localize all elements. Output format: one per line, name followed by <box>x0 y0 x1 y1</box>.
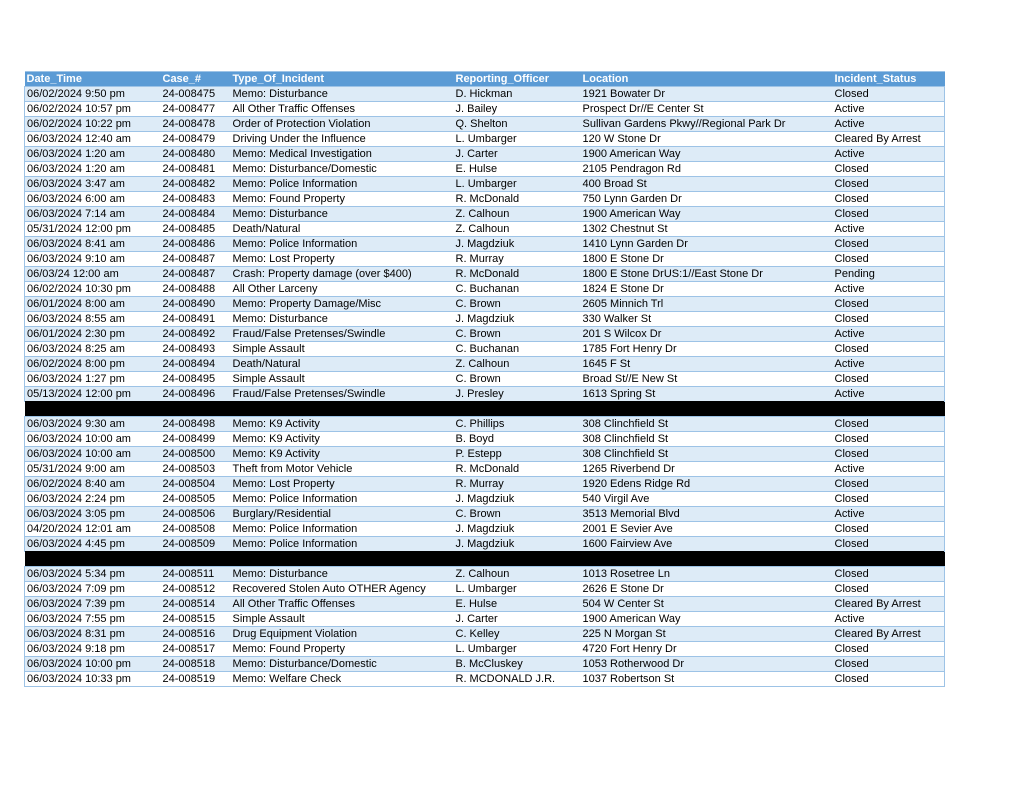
cell-incident-status: Active <box>833 387 945 402</box>
cell-type-of-incident: Death/Natural <box>231 357 454 372</box>
header-case-number: Case_# <box>161 72 231 87</box>
cell-reporting-officer: J. Magdziuk <box>454 537 581 552</box>
cell-date-time: 06/03/2024 6:00 am <box>25 192 161 207</box>
table-row <box>25 432 945 447</box>
cell-location: 330 Walker St <box>581 312 833 327</box>
cell-location: 1613 Spring St <box>581 387 833 402</box>
cell-type-of-incident: Memo: Medical Investigation <box>231 147 454 162</box>
cell-location: 308 Clinchfield St <box>581 447 833 462</box>
cell-case-number: 24-008486 <box>161 237 231 252</box>
cell-reporting-officer: B. Boyd <box>454 432 581 447</box>
cell-location: 1900 American Way <box>581 612 833 627</box>
cell-type-of-incident: Memo: Police Information <box>231 537 454 552</box>
cell-incident-status: Closed <box>833 237 945 252</box>
cell-date-time: 06/03/2024 5:34 pm <box>25 567 161 582</box>
table-row <box>25 132 945 147</box>
cell-incident-status: Active <box>833 117 945 132</box>
table-row <box>25 642 945 657</box>
cell-date-time: 06/03/2024 10:00 am <box>25 447 161 462</box>
cell-location: Prospect Dr//E Center St <box>581 102 833 117</box>
cell-location: Broad St//E New St <box>581 372 833 387</box>
cell-location: 1302 Chestnut St <box>581 222 833 237</box>
cell-date-time: 06/03/2024 8:55 am <box>25 312 161 327</box>
cell-type-of-incident: Memo: Disturbance <box>231 312 454 327</box>
table-row <box>25 387 945 402</box>
cell-reporting-officer: C. Buchanan <box>454 342 581 357</box>
cell-location: 1645 F St <box>581 357 833 372</box>
table-row <box>25 507 945 522</box>
cell-reporting-officer: P. Estepp <box>454 447 581 462</box>
cell-date-time: 06/03/2024 10:00 am <box>25 432 161 447</box>
cell-location: 1824 E Stone Dr <box>581 282 833 297</box>
cell-reporting-officer: Z. Calhoun <box>454 567 581 582</box>
cell-incident-status: Closed <box>833 192 945 207</box>
cell-reporting-officer: R. Murray <box>454 477 581 492</box>
cell-date-time: 06/03/2024 7:09 pm <box>25 582 161 597</box>
cell-reporting-officer: R. MCDONALD J.R. <box>454 672 581 687</box>
table-row <box>25 207 945 222</box>
cell-case-number: 24-008499 <box>161 432 231 447</box>
header-incident-status: Incident_Status <box>833 72 945 87</box>
table-row <box>25 252 945 267</box>
cell-case-number: 24-008495 <box>161 372 231 387</box>
cell-case-number: 24-008475 <box>161 87 231 102</box>
cell-reporting-officer: D. Hickman <box>454 87 581 102</box>
table-row <box>25 597 945 612</box>
cell-reporting-officer: Q. Shelton <box>454 117 581 132</box>
table-row <box>25 492 945 507</box>
cell-case-number: 24-008511 <box>161 567 231 582</box>
cell-reporting-officer: J. Carter <box>454 147 581 162</box>
cell-incident-status: Closed <box>833 177 945 192</box>
cell-case-number: 24-008491 <box>161 312 231 327</box>
table-row <box>25 417 945 432</box>
cell-incident-status: Closed <box>833 87 945 102</box>
table-row <box>25 657 945 672</box>
cell-reporting-officer: L. Umbarger <box>454 582 581 597</box>
table-row <box>25 522 945 537</box>
cell-location: 225 N Morgan St <box>581 627 833 642</box>
cell-case-number: 24-008480 <box>161 147 231 162</box>
cell-incident-status: Active <box>833 147 945 162</box>
cell-type-of-incident: Drug Equipment Violation <box>231 627 454 642</box>
table-row <box>25 297 945 312</box>
cell-location: 1600 Fairview Ave <box>581 537 833 552</box>
cell-incident-status: Active <box>833 327 945 342</box>
cell-reporting-officer: R. McDonald <box>454 192 581 207</box>
cell-type-of-incident: All Other Traffic Offenses <box>231 102 454 117</box>
cell-reporting-officer: E. Hulse <box>454 597 581 612</box>
cell-reporting-officer: L. Umbarger <box>454 132 581 147</box>
cell-location: 3513 Memorial Blvd <box>581 507 833 522</box>
cell-reporting-officer: R. McDonald <box>454 267 581 282</box>
cell-incident-status: Cleared By Arrest <box>833 132 945 147</box>
cell-reporting-officer: C. Brown <box>454 297 581 312</box>
cell-incident-status: Closed <box>833 492 945 507</box>
cell-incident-status: Cleared By Arrest <box>833 627 945 642</box>
cell-reporting-officer: E. Hulse <box>454 162 581 177</box>
cell-location: Sullivan Gardens Pkwy//Regional Park Dr <box>581 117 833 132</box>
table-row <box>25 627 945 642</box>
cell-incident-status: Closed <box>833 537 945 552</box>
table-row <box>25 87 945 102</box>
cell-location: 1900 American Way <box>581 207 833 222</box>
cell-case-number: 24-008508 <box>161 522 231 537</box>
cell-date-time: 06/03/2024 2:24 pm <box>25 492 161 507</box>
cell-type-of-incident: Memo: Disturbance <box>231 87 454 102</box>
cell-case-number: 24-008477 <box>161 102 231 117</box>
cell-case-number: 24-008518 <box>161 657 231 672</box>
cell-type-of-incident: Memo: K9 Activity <box>231 417 454 432</box>
cell-location: 1265 Riverbend Dr <box>581 462 833 477</box>
cell-case-number: 24-008484 <box>161 207 231 222</box>
cell-case-number: 24-008503 <box>161 462 231 477</box>
cell-incident-status: Closed <box>833 432 945 447</box>
table-row <box>25 447 945 462</box>
incident-log-table <box>24 71 945 687</box>
cell-date-time: 06/03/2024 10:33 pm <box>25 672 161 687</box>
cell-location: 1800 E Stone DrUS:1//East Stone Dr <box>581 267 833 282</box>
cell-case-number: 24-008509 <box>161 537 231 552</box>
cell-type-of-incident: Memo: Police Information <box>231 492 454 507</box>
cell-case-number: 24-008506 <box>161 507 231 522</box>
header-type-of-incident: Type_Of_Incident <box>231 72 454 87</box>
table-header-row <box>25 72 945 87</box>
cell-incident-status: Closed <box>833 207 945 222</box>
cell-date-time: 06/03/2024 7:55 pm <box>25 612 161 627</box>
cell-reporting-officer: J. Magdziuk <box>454 522 581 537</box>
cell-location: 2105 Pendragon Rd <box>581 162 833 177</box>
cell-incident-status: Active <box>833 612 945 627</box>
cell-incident-status: Cleared By Arrest <box>833 597 945 612</box>
section-separator-bar <box>25 402 945 417</box>
cell-case-number: 24-008490 <box>161 297 231 312</box>
cell-type-of-incident: Fraud/False Pretenses/Swindle <box>231 387 454 402</box>
cell-reporting-officer: J. Magdziuk <box>454 492 581 507</box>
table-row <box>25 612 945 627</box>
cell-type-of-incident: Memo: Disturbance <box>231 567 454 582</box>
table-row <box>25 567 945 582</box>
table-row <box>25 462 945 477</box>
cell-reporting-officer: L. Umbarger <box>454 177 581 192</box>
cell-date-time: 06/03/2024 9:30 am <box>25 417 161 432</box>
cell-date-time: 06/03/2024 3:47 am <box>25 177 161 192</box>
cell-location: 308 Clinchfield St <box>581 432 833 447</box>
cell-reporting-officer: C. Kelley <box>454 627 581 642</box>
table-row <box>25 237 945 252</box>
cell-date-time: 06/02/2024 10:22 pm <box>25 117 161 132</box>
cell-date-time: 06/01/2024 2:30 pm <box>25 327 161 342</box>
table-row <box>25 582 945 597</box>
table-row <box>25 102 945 117</box>
cell-reporting-officer: L. Umbarger <box>454 642 581 657</box>
cell-case-number: 24-008512 <box>161 582 231 597</box>
cell-location: 1037 Robertson St <box>581 672 833 687</box>
cell-type-of-incident: Memo: Police Information <box>231 237 454 252</box>
cell-date-time: 05/13/2024 12:00 pm <box>25 387 161 402</box>
cell-date-time: 06/03/2024 10:00 pm <box>25 657 161 672</box>
cell-type-of-incident: Order of Protection Violation <box>231 117 454 132</box>
cell-location: 201 S Wilcox Dr <box>581 327 833 342</box>
cell-type-of-incident: Memo: K9 Activity <box>231 447 454 462</box>
table-row <box>25 177 945 192</box>
cell-type-of-incident: Memo: Property Damage/Misc <box>231 297 454 312</box>
cell-case-number: 24-008481 <box>161 162 231 177</box>
table-body <box>25 87 945 687</box>
cell-type-of-incident: Simple Assault <box>231 342 454 357</box>
cell-case-number: 24-008485 <box>161 222 231 237</box>
cell-case-number: 24-008515 <box>161 612 231 627</box>
table-row <box>25 117 945 132</box>
cell-type-of-incident: Simple Assault <box>231 612 454 627</box>
cell-type-of-incident: Memo: Disturbance/Domestic <box>231 162 454 177</box>
cell-location: 1900 American Way <box>581 147 833 162</box>
cell-case-number: 24-008496 <box>161 387 231 402</box>
cell-location: 540 Virgil Ave <box>581 492 833 507</box>
table-row <box>25 192 945 207</box>
cell-date-time: 06/03/2024 3:05 pm <box>25 507 161 522</box>
separator-cell <box>25 552 945 567</box>
cell-location: 750 Lynn Garden Dr <box>581 192 833 207</box>
cell-type-of-incident: All Other Larceny <box>231 282 454 297</box>
cell-incident-status: Pending <box>833 267 945 282</box>
table-row <box>25 372 945 387</box>
cell-type-of-incident: Memo: Found Property <box>231 192 454 207</box>
cell-incident-status: Closed <box>833 657 945 672</box>
table-row <box>25 672 945 687</box>
cell-incident-status: Closed <box>833 162 945 177</box>
cell-date-time: 06/02/2024 10:30 pm <box>25 282 161 297</box>
cell-reporting-officer: C. Brown <box>454 507 581 522</box>
table-row <box>25 327 945 342</box>
cell-incident-status: Closed <box>833 342 945 357</box>
cell-type-of-incident: Fraud/False Pretenses/Swindle <box>231 327 454 342</box>
cell-date-time: 06/03/2024 1:20 am <box>25 147 161 162</box>
cell-incident-status: Closed <box>833 417 945 432</box>
cell-reporting-officer: J. Magdziuk <box>454 312 581 327</box>
table-row <box>25 357 945 372</box>
cell-type-of-incident: Memo: Disturbance/Domestic <box>231 657 454 672</box>
cell-incident-status: Closed <box>833 252 945 267</box>
cell-location: 4720 Fort Henry Dr <box>581 642 833 657</box>
header-location: Location <box>581 72 833 87</box>
cell-incident-status: Active <box>833 222 945 237</box>
cell-date-time: 04/20/2024 12:01 am <box>25 522 161 537</box>
cell-case-number: 24-008519 <box>161 672 231 687</box>
cell-incident-status: Active <box>833 507 945 522</box>
cell-case-number: 24-008514 <box>161 597 231 612</box>
cell-date-time: 06/03/24 12:00 am <box>25 267 161 282</box>
cell-location: 2001 E Sevier Ave <box>581 522 833 537</box>
cell-date-time: 06/03/2024 9:10 am <box>25 252 161 267</box>
cell-date-time: 06/03/2024 7:39 pm <box>25 597 161 612</box>
cell-date-time: 06/03/2024 8:31 pm <box>25 627 161 642</box>
cell-date-time: 06/02/2024 9:50 pm <box>25 87 161 102</box>
cell-case-number: 24-008505 <box>161 492 231 507</box>
table-row <box>25 282 945 297</box>
cell-date-time: 05/31/2024 9:00 am <box>25 462 161 477</box>
cell-type-of-incident: Memo: Police Information <box>231 177 454 192</box>
cell-incident-status: Closed <box>833 642 945 657</box>
cell-date-time: 06/03/2024 12:40 am <box>25 132 161 147</box>
cell-date-time: 06/03/2024 9:18 pm <box>25 642 161 657</box>
table-row <box>25 537 945 552</box>
cell-type-of-incident: Burglary/Residential <box>231 507 454 522</box>
cell-incident-status: Active <box>833 102 945 117</box>
cell-case-number: 24-008482 <box>161 177 231 192</box>
table-row <box>25 162 945 177</box>
cell-incident-status: Active <box>833 357 945 372</box>
cell-incident-status: Closed <box>833 522 945 537</box>
cell-reporting-officer: C. Buchanan <box>454 282 581 297</box>
cell-incident-status: Closed <box>833 477 945 492</box>
cell-reporting-officer: B. McCluskey <box>454 657 581 672</box>
cell-case-number: 24-008488 <box>161 282 231 297</box>
table-row <box>25 342 945 357</box>
cell-location: 400 Broad St <box>581 177 833 192</box>
cell-location: 2626 E Stone Dr <box>581 582 833 597</box>
cell-location: 1410 Lynn Garden Dr <box>581 237 833 252</box>
cell-incident-status: Closed <box>833 297 945 312</box>
cell-case-number: 24-008494 <box>161 357 231 372</box>
table-row <box>25 267 945 282</box>
cell-case-number: 24-008504 <box>161 477 231 492</box>
cell-type-of-incident: Memo: Lost Property <box>231 477 454 492</box>
cell-date-time: 06/02/2024 8:00 pm <box>25 357 161 372</box>
cell-case-number: 24-008517 <box>161 642 231 657</box>
cell-case-number: 24-008479 <box>161 132 231 147</box>
cell-reporting-officer: R. Murray <box>454 252 581 267</box>
cell-type-of-incident: Memo: Police Information <box>231 522 454 537</box>
cell-reporting-officer: Z. Calhoun <box>454 222 581 237</box>
cell-location: 504 W Center St <box>581 597 833 612</box>
cell-incident-status: Active <box>833 462 945 477</box>
cell-incident-status: Closed <box>833 312 945 327</box>
cell-date-time: 06/03/2024 1:27 pm <box>25 372 161 387</box>
cell-incident-status: Closed <box>833 672 945 687</box>
cell-reporting-officer: C. Brown <box>454 327 581 342</box>
cell-case-number: 24-008516 <box>161 627 231 642</box>
cell-date-time: 06/03/2024 4:45 pm <box>25 537 161 552</box>
cell-case-number: 24-008500 <box>161 447 231 462</box>
cell-type-of-incident: Crash: Property damage (over $400) <box>231 267 454 282</box>
cell-type-of-incident: Memo: Lost Property <box>231 252 454 267</box>
cell-location: 1053 Rotherwood Dr <box>581 657 833 672</box>
cell-type-of-incident: Memo: Found Property <box>231 642 454 657</box>
cell-reporting-officer: C. Brown <box>454 372 581 387</box>
cell-type-of-incident: Recovered Stolen Auto OTHER Agency <box>231 582 454 597</box>
cell-case-number: 24-008493 <box>161 342 231 357</box>
cell-type-of-incident: Simple Assault <box>231 372 454 387</box>
table-row <box>25 477 945 492</box>
cell-case-number: 24-008483 <box>161 192 231 207</box>
cell-reporting-officer: Z. Calhoun <box>454 357 581 372</box>
cell-location: 308 Clinchfield St <box>581 417 833 432</box>
cell-type-of-incident: Driving Under the Influence <box>231 132 454 147</box>
cell-type-of-incident: Memo: K9 Activity <box>231 432 454 447</box>
cell-type-of-incident: All Other Traffic Offenses <box>231 597 454 612</box>
cell-reporting-officer: J. Presley <box>454 387 581 402</box>
cell-type-of-incident: Theft from Motor Vehicle <box>231 462 454 477</box>
table-row <box>25 147 945 162</box>
cell-location: 1013 Rosetree Ln <box>581 567 833 582</box>
cell-case-number: 24-008492 <box>161 327 231 342</box>
cell-date-time: 06/02/2024 10:57 pm <box>25 102 161 117</box>
cell-incident-status: Closed <box>833 372 945 387</box>
cell-case-number: 24-008487 <box>161 252 231 267</box>
cell-location: 1920 Edens Ridge Rd <box>581 477 833 492</box>
table-row <box>25 312 945 327</box>
cell-case-number: 24-008478 <box>161 117 231 132</box>
cell-type-of-incident: Memo: Disturbance <box>231 207 454 222</box>
cell-reporting-officer: J. Carter <box>454 612 581 627</box>
cell-reporting-officer: R. McDonald <box>454 462 581 477</box>
table-row <box>25 222 945 237</box>
cell-type-of-incident: Death/Natural <box>231 222 454 237</box>
cell-incident-status: Closed <box>833 582 945 597</box>
cell-location: 1785 Fort Henry Dr <box>581 342 833 357</box>
cell-reporting-officer: J. Bailey <box>454 102 581 117</box>
cell-date-time: 06/02/2024 8:40 am <box>25 477 161 492</box>
cell-date-time: 06/03/2024 1:20 am <box>25 162 161 177</box>
header-date-time: Date_Time <box>25 72 161 87</box>
cell-incident-status: Closed <box>833 567 945 582</box>
cell-location: 120 W Stone Dr <box>581 132 833 147</box>
cell-date-time: 05/31/2024 12:00 pm <box>25 222 161 237</box>
separator-cell <box>25 402 945 417</box>
cell-location: 1921 Bowater Dr <box>581 87 833 102</box>
cell-location: 1800 E Stone Dr <box>581 252 833 267</box>
cell-incident-status: Closed <box>833 447 945 462</box>
cell-reporting-officer: J. Magdziuk <box>454 237 581 252</box>
cell-case-number: 24-008498 <box>161 417 231 432</box>
cell-case-number: 24-008487 <box>161 267 231 282</box>
cell-location: 2605 Minnich Trl <box>581 297 833 312</box>
cell-type-of-incident: Memo: Welfare Check <box>231 672 454 687</box>
section-separator-bar <box>25 552 945 567</box>
cell-date-time: 06/03/2024 8:41 am <box>25 237 161 252</box>
cell-date-time: 06/03/2024 7:14 am <box>25 207 161 222</box>
cell-reporting-officer: Z. Calhoun <box>454 207 581 222</box>
cell-date-time: 06/03/2024 8:25 am <box>25 342 161 357</box>
cell-incident-status: Active <box>833 282 945 297</box>
cell-reporting-officer: C. Phillips <box>454 417 581 432</box>
header-reporting-officer: Reporting_Officer <box>454 72 581 87</box>
cell-date-time: 06/01/2024 8:00 am <box>25 297 161 312</box>
